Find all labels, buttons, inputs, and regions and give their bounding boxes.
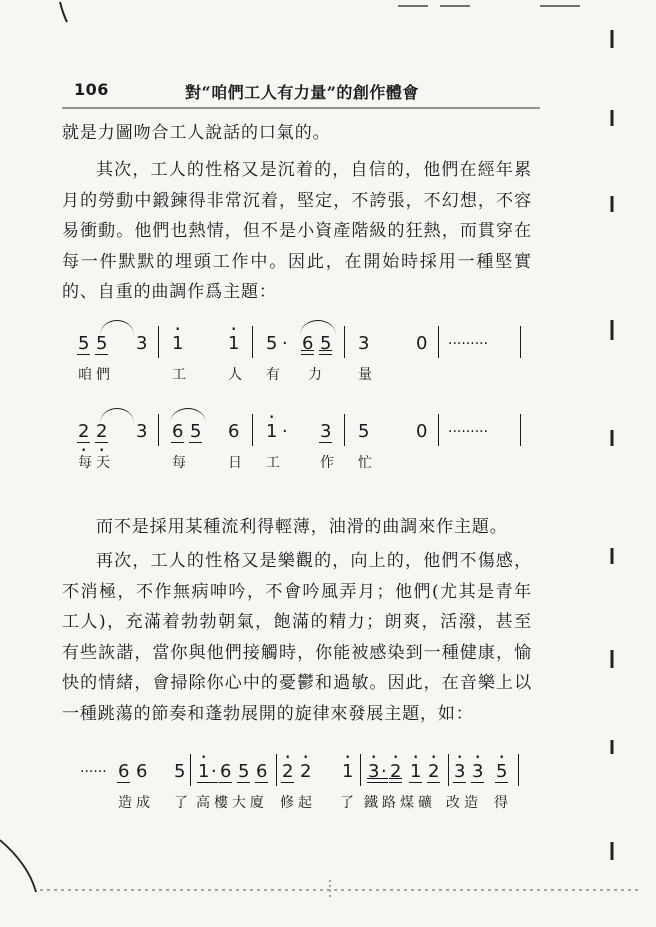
ellipsis: ········· — [448, 424, 489, 440]
bar-line — [158, 414, 159, 446]
lyric: 樓 — [214, 795, 228, 811]
score-lyrics — [78, 364, 538, 386]
note: 0 — [416, 421, 428, 442]
bar-line — [360, 754, 361, 786]
note: 6 — [220, 761, 232, 782]
bar-line — [344, 326, 345, 358]
note: 5 — [358, 421, 370, 442]
note-dot: · — [282, 421, 288, 442]
bar-line — [520, 326, 521, 358]
bar-line — [252, 414, 253, 446]
page-header — [0, 80, 656, 104]
lyric: 大 — [232, 795, 246, 811]
note: 6 — [136, 761, 148, 782]
paragraph-1: 就是力圖吻合工人說話的口氣的。 — [62, 123, 331, 143]
lyric: 量 — [358, 367, 372, 383]
note: 5 — [174, 761, 186, 782]
lyric: 了 — [174, 795, 188, 811]
note: · 1 — [228, 334, 239, 354]
note-dot: · — [211, 761, 217, 782]
lyric: 工 — [172, 367, 186, 383]
lyric: 工 — [266, 455, 280, 471]
note-dot: · — [282, 333, 288, 354]
lyric: 廈 — [250, 795, 264, 811]
ellipsis: ········· — [448, 336, 489, 352]
note: · 3 — [368, 762, 379, 782]
bar-line — [276, 754, 277, 786]
score-notes — [78, 408, 538, 448]
bar-line — [448, 754, 449, 786]
note: 6 — [172, 421, 184, 442]
note: 5 — [78, 333, 90, 354]
note: 3 — [320, 421, 332, 442]
lyric: 們 — [96, 367, 110, 383]
score-line-1 — [78, 320, 538, 386]
lyric: 修 — [280, 795, 294, 811]
note: · 1 — [266, 422, 277, 442]
note: · 1 — [198, 762, 209, 782]
note: 5 — [190, 421, 202, 442]
lyric: 咱 — [78, 367, 92, 383]
note: · 2 — [390, 762, 401, 782]
note: 0 — [416, 333, 428, 354]
lyric: 忙 — [358, 455, 372, 471]
page-number: 106 — [74, 80, 109, 99]
note: · 5 — [496, 762, 507, 782]
bar-line — [438, 414, 439, 446]
note: 6 — [256, 761, 268, 782]
lyric: 造 — [118, 795, 132, 811]
paragraph-4: 再次，工人的性格又是樂觀的，向上的，他們不傷感，不消極，不作無病呻吟，不會吟風弄月；他們(尤其是青年工人)，充滿着勃勃朝氣，飽滿的精力；朗爽，活潑，甚至有些詼諧，當你與他們接觸時，你能被感染到一種健康，愉快的情緒，會掃除你心中的憂鬱和過敏。因此，在音樂上以一種跳蕩的節奏和蓬勃展開的旋律來發展主題，如： — [62, 551, 532, 724]
note: · 2 — [96, 422, 107, 442]
note-dot: · — [381, 761, 387, 782]
note: · 1 — [342, 762, 353, 782]
note: 5 — [96, 333, 108, 354]
lyric: 改 — [446, 795, 460, 811]
bar-line — [518, 754, 519, 786]
note: 3 — [358, 333, 370, 354]
lyric: 起 — [298, 795, 312, 811]
note: 5 — [266, 333, 278, 354]
lyric: 得 — [494, 795, 508, 811]
lyric: 日 — [228, 455, 242, 471]
lyric: 煤 — [400, 795, 414, 811]
lyric: 有 — [266, 367, 280, 383]
note: · 2 — [428, 762, 439, 782]
bar-line — [158, 326, 159, 358]
lyric: 成 — [136, 795, 150, 811]
bar-line — [190, 754, 191, 786]
note: · 1 — [172, 334, 183, 354]
note: · 1 — [410, 762, 421, 782]
score-notes — [80, 748, 540, 788]
bar-line — [520, 414, 521, 446]
score-line-3 — [80, 748, 540, 814]
score-lyrics — [80, 792, 540, 814]
lyric: 作 — [320, 455, 334, 471]
lyric: 路 — [382, 795, 396, 811]
bar-line — [344, 414, 345, 446]
note: 3 — [136, 333, 148, 354]
bar-line — [252, 326, 253, 358]
ellipsis: ······ — [80, 764, 107, 780]
lyric: 力 — [308, 367, 322, 383]
lyric: 天 — [96, 455, 110, 471]
lyric: 高 — [196, 795, 210, 811]
note: · 3 — [454, 762, 465, 782]
score-line-2 — [78, 408, 538, 474]
note: · 2 — [282, 762, 293, 782]
lyric: 造 — [464, 795, 478, 811]
running-title: 對“咱們工人有力量”的創作體會 — [185, 83, 419, 102]
note: 3 — [136, 421, 148, 442]
note: 6 — [302, 333, 314, 354]
lyric: 每 — [78, 455, 92, 471]
lyric: 了 — [340, 795, 354, 811]
lyric: 每 — [172, 455, 186, 471]
note: 5 — [238, 761, 250, 782]
paragraph-2: 其次，工人的性格又是沉着的，自信的，他們在經年累月的勞動中鍛鍊得非常沉着，堅定，不誇張，不幻想，不容易衝動。他們也熱情，但不是小資產階級的狂熱，而貫穿在每一件默默的埋頭工作中。因此，在開始時採用一種堅實的、自重的曲調作爲主題： — [62, 160, 532, 303]
note: 6 — [118, 761, 130, 782]
note: · 2 — [78, 422, 89, 442]
paragraph-3: 而不是採用某種流利得輕薄，油滑的曲調來作主題。 — [96, 517, 508, 537]
lyric: 鐵 — [364, 795, 378, 811]
score-notes — [78, 320, 538, 360]
lyric: 礦 — [418, 795, 432, 811]
note: · 3 — [472, 762, 483, 782]
note: · 2 — [300, 762, 311, 782]
lyric: 人 — [228, 367, 242, 383]
note: 5 — [320, 333, 332, 354]
note: 6 — [228, 421, 240, 442]
score-lyrics — [78, 452, 538, 474]
bar-line — [438, 326, 439, 358]
